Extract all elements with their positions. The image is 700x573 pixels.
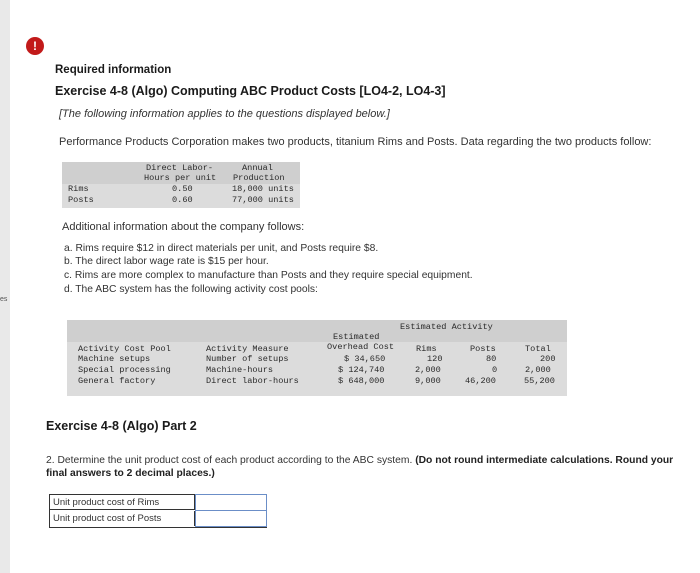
product-data-table: [62, 162, 300, 208]
activity-cost-table: [67, 320, 567, 396]
row2-measure: Machine-hours: [206, 365, 274, 375]
required-info-heading: Required information: [55, 64, 172, 76]
question-text: [46, 454, 676, 480]
row1-measure: Number of setups: [206, 354, 289, 364]
header-posts: Posts: [470, 344, 496, 354]
answer-label-posts: Unit product cost of Posts: [50, 511, 195, 526]
list-item-b: b. The direct labor wage rate is $15 per hour.: [64, 256, 269, 267]
row3-cost: $ 648,000: [338, 376, 385, 386]
row1-posts: 80: [486, 354, 497, 364]
row1-cost: $ 34,650: [344, 354, 386, 364]
question-instructions: (Do not round intermediate calculations. Round your final answers to 2 decimal places.): [46, 455, 674, 479]
list-item-a: a. Rims require $12 in direct materials per unit, and Posts require $8.: [64, 243, 379, 254]
header-production-line2: Production: [233, 173, 285, 183]
left-edge-strip: [0, 0, 10, 573]
row-rims-dlh: 0.50: [172, 184, 193, 194]
list-item-c: c. Rims are more complex to manufacture than Posts and they require special equipment.: [64, 270, 473, 281]
group-header-estimated-activity: Estimated Activity: [400, 322, 493, 332]
note-text: [The following information applies to the questions displayed below.]: [59, 108, 390, 120]
header-dlh-line2: Hours per unit: [144, 173, 217, 183]
row-rims-name: Rims: [68, 184, 89, 194]
exercise-title: Exercise 4-8 (Algo) Computing ABC Product Costs [LO4-2, LO4-3]: [55, 84, 446, 98]
row2-cost: $ 124,740: [338, 365, 385, 375]
row2-posts: 0: [492, 365, 498, 375]
row2-pool: Special processing: [78, 365, 171, 375]
header-dlh-line1: Direct Labor-: [146, 163, 214, 173]
row3-pool: General factory: [78, 376, 156, 386]
unit-cost-posts-input[interactable]: [196, 511, 266, 526]
header-rims: Rims: [416, 344, 437, 354]
alert-icon: !: [26, 37, 44, 55]
row2-rims: 2,000: [415, 365, 441, 375]
answer-table: [49, 494, 267, 528]
header-cost-line2: Overhead Cost: [327, 342, 395, 352]
intro-text: Performance Products Corporation makes two products, titanium Rims and Posts. Data regarding the two products follow:: [59, 136, 652, 148]
question-main: 2. Determine the unit product cost of each product according to the ABC system.: [46, 455, 413, 466]
row3-rims: 9,000: [415, 376, 441, 386]
row-posts-dlh: 0.60: [172, 195, 193, 205]
row-rims-production: 18,000 units: [232, 184, 294, 194]
header-production-line1: Annual: [242, 163, 273, 173]
header-total: Total: [525, 344, 551, 354]
header-cost-line1: Estimated: [333, 332, 380, 342]
header-pool: Activity Cost Pool: [78, 344, 171, 354]
unit-cost-rims-input[interactable]: [196, 495, 266, 510]
row3-measure: Direct labor-hours: [206, 376, 299, 386]
row-posts-production: 77,000 units: [232, 195, 294, 205]
list-item-d: d. The ABC system has the following activity cost pools:: [64, 284, 318, 295]
side-mark: es: [0, 296, 8, 303]
answer-row-posts: [50, 511, 266, 527]
part-title: Exercise 4-8 (Algo) Part 2: [46, 419, 197, 433]
header-measure: Activity Measure: [206, 344, 289, 354]
additional-info-text: Additional information about the company follows:: [62, 221, 305, 233]
row3-posts: 46,200: [465, 376, 496, 386]
row1-rims: 120: [427, 354, 443, 364]
row2-total: 2,000: [525, 365, 551, 375]
row1-pool: Machine setups: [78, 354, 151, 364]
row-posts-name: Posts: [68, 195, 94, 205]
answer-row-rims: [50, 495, 266, 511]
row3-total: 55,200: [524, 376, 555, 386]
row1-total: 200: [540, 354, 556, 364]
answer-label-rims: Unit product cost of Rims: [50, 495, 195, 510]
